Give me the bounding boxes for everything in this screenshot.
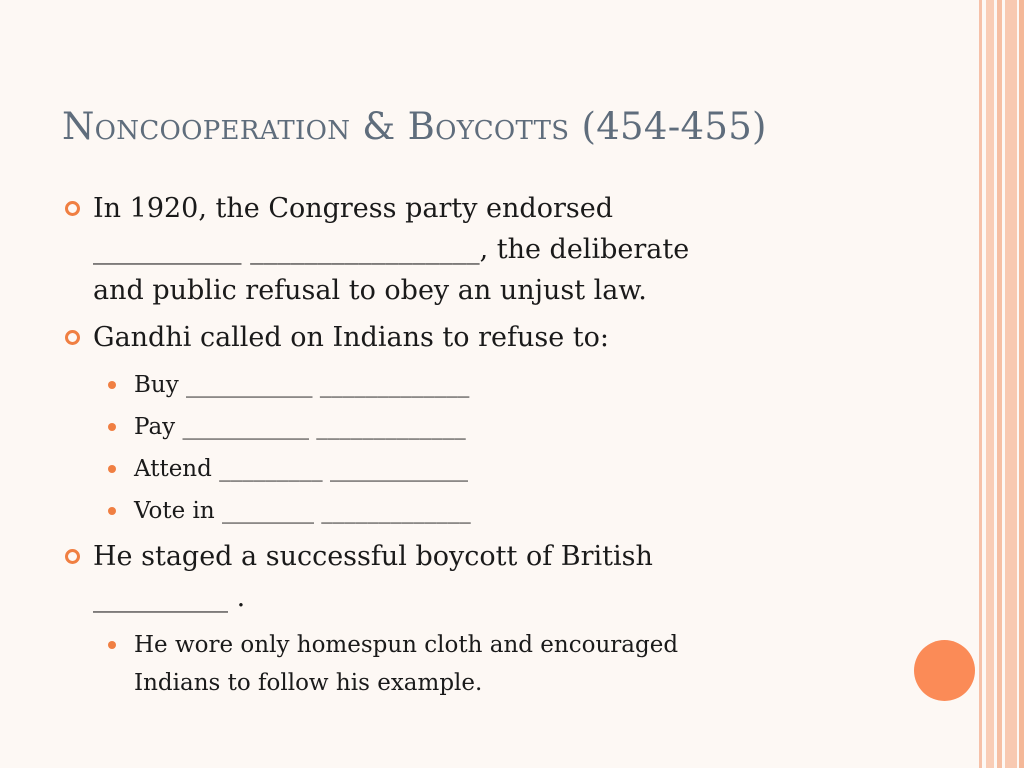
sub-bullet-line: Indians to follow his example. xyxy=(134,670,483,696)
sub-bullet-vote xyxy=(62,490,842,532)
bullet-ring-icon xyxy=(65,549,80,564)
decorative-circle xyxy=(914,640,975,701)
sub-bullet-text: Pay ___________ _____________ xyxy=(134,414,466,440)
bullet-line: He staged a successful boycott of British xyxy=(93,541,653,572)
bullet-dot-icon xyxy=(108,641,116,649)
bullet-dot-icon xyxy=(108,381,116,389)
bullet-line: Gandhi called on Indians to refuse to: xyxy=(93,322,609,353)
decorative-stripe xyxy=(1019,0,1024,768)
bullet-line: __________ . xyxy=(93,582,246,613)
bullet-line: and public refusal to obey an unjust law. xyxy=(93,275,647,306)
sub-bullet-buy xyxy=(62,364,842,406)
bullet-refuse-to xyxy=(62,317,842,358)
bullet-ring-icon xyxy=(65,201,80,216)
sub-bullet-homespun xyxy=(62,624,842,702)
sub-bullet-text: Vote in ________ _____________ xyxy=(134,498,471,524)
sub-bullet-list xyxy=(62,364,842,532)
bullet-dot-icon xyxy=(108,465,116,473)
bullet-line: ___________ _________________, the deliberate xyxy=(93,234,690,265)
sub-bullet-pay xyxy=(62,406,842,448)
decorative-stripe xyxy=(997,0,1002,768)
decorative-stripe xyxy=(1005,0,1017,768)
bullet-civil-disobedience xyxy=(62,188,842,311)
sub-bullet-attend xyxy=(62,448,842,490)
decorative-stripe xyxy=(979,0,982,768)
bullet-dot-icon xyxy=(108,423,116,431)
sub-bullet-text: Buy ___________ _____________ xyxy=(134,372,470,398)
bullet-boycott xyxy=(62,536,842,618)
bullet-dot-icon xyxy=(108,507,116,515)
sub-bullet-line: He wore only homespun cloth and encouraged xyxy=(134,632,679,658)
bullet-line: In 1920, the Congress party endorsed xyxy=(93,193,613,224)
slide-title: Noncooperation & Boycotts (454-455) xyxy=(62,105,767,148)
bullet-ring-icon xyxy=(65,330,80,345)
sub-bullet-text: Attend _________ ____________ xyxy=(134,456,468,482)
decorative-stripe xyxy=(986,0,994,768)
slide-body xyxy=(62,188,842,702)
